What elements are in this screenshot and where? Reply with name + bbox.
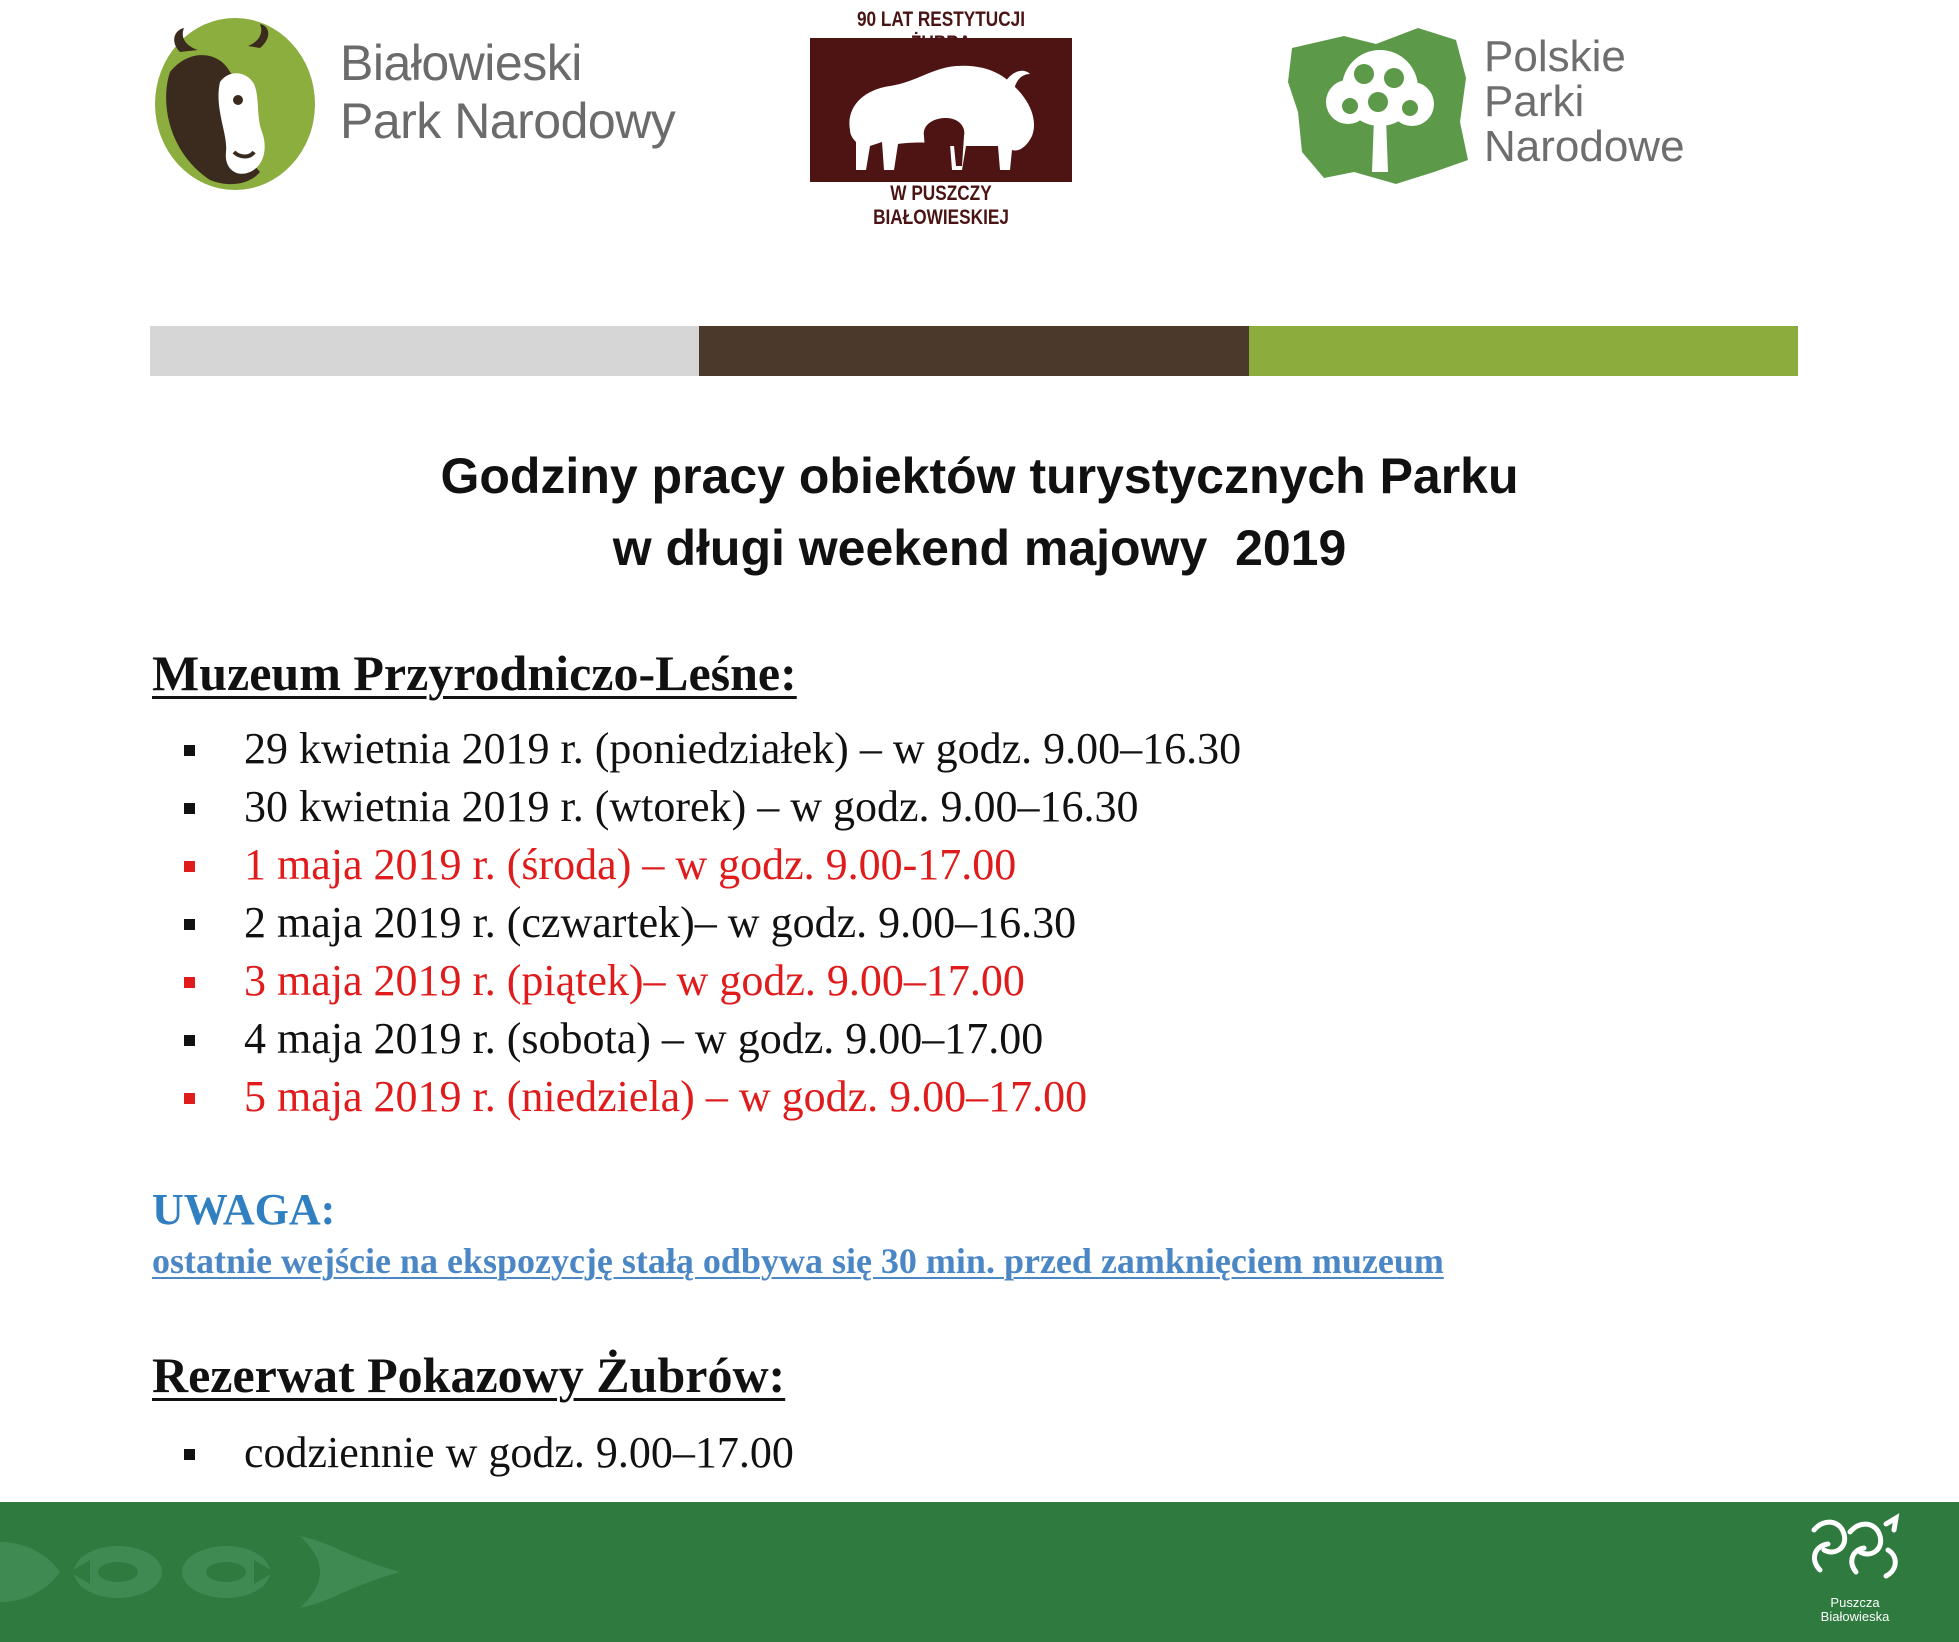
bpn-logo-line2: Park Narodowy xyxy=(340,93,676,149)
ppn-logo-line1: Polskie xyxy=(1484,32,1626,81)
bullet-icon xyxy=(184,977,195,988)
bison-head-icon xyxy=(150,12,320,192)
bialowieski-park-logo xyxy=(150,12,710,202)
divider-segment-gray xyxy=(150,326,699,376)
ppn-logo-line3: Narodowe xyxy=(1484,122,1685,171)
polskie-parki-logo xyxy=(1284,22,1744,192)
bullet-icon xyxy=(184,745,195,756)
list-item-text: 2 maja 2019 r. (czwartek)– w godz. 9.00–16.30 xyxy=(244,898,1077,947)
bison-silhouette-icon xyxy=(806,38,1076,182)
list-item-text: 4 maja 2019 r. (sobota) – w godz. 9.00–17.00 xyxy=(244,1014,1044,1063)
bison-emblem-icon xyxy=(1800,1510,1910,1596)
logo-90-top-text: 90 LAT RESTYTUCJI xyxy=(856,8,1026,31)
divider-segment-green xyxy=(1249,326,1798,376)
bullet-icon xyxy=(184,1093,195,1104)
page-title-line2: w długi weekend majowy 2019 xyxy=(612,520,1347,576)
bullet-icon xyxy=(184,1449,195,1460)
bullet-icon xyxy=(184,919,195,930)
list-item-text: 30 kwietnia 2019 r. (wtorek) – w godz. 9.00–16.30 xyxy=(244,782,1139,831)
tree-map-icon xyxy=(1284,22,1474,192)
museum-section-title: Muzeum Przyrodniczo-Leśne: xyxy=(152,645,797,701)
puszcza-bialowieska-logo xyxy=(1800,1510,1950,1638)
bullet-icon xyxy=(184,1035,195,1046)
footer-band xyxy=(0,1502,1959,1642)
bullet-icon xyxy=(184,861,195,872)
reserve-section-title: Rezerwat Pokazowy Żubrów: xyxy=(152,1347,786,1403)
page-title-line1: Godziny pracy obiektów turystycznych Parku xyxy=(440,448,1519,504)
logo-90-bottom-text: W PUSZCZY BIAŁOWIESKIEJ xyxy=(873,182,1009,229)
footer-logo-line1: Puszcza xyxy=(1830,1595,1880,1610)
list-item-text: 1 maja 2019 r. (środa) – w godz. 9.00-17.00 xyxy=(244,840,1017,889)
tricolor-divider xyxy=(150,326,1798,376)
page-title xyxy=(0,440,1959,584)
bpn-logo-line1: Białowieski xyxy=(340,35,582,91)
folk-ornament-icon xyxy=(0,1502,420,1642)
restytucja-zubra-logo xyxy=(806,4,1076,229)
list-item-text: 29 kwietnia 2019 r. (poniedziałek) – w godz. 9.00–16.30 xyxy=(244,724,1242,773)
list-item-text: 5 maja 2019 r. (niedziela) – w godz. 9.00–17.00 xyxy=(244,1072,1088,1121)
list-item-text: codziennie w godz. 9.00–17.00 xyxy=(244,1428,794,1477)
bullet-icon xyxy=(184,803,195,814)
notice-text: ostatnie wejście na ekspozycję stałą odbywa się 30 min. przed zamknięciem muzeum xyxy=(152,1241,1444,1281)
notice-label: UWAGA: xyxy=(152,1185,336,1234)
divider-segment-brown xyxy=(699,326,1248,376)
footer-logo-line2: Białowieska xyxy=(1820,1609,1890,1624)
list-item-text: 3 maja 2019 r. (piątek)– w godz. 9.00–17.00 xyxy=(244,956,1025,1005)
ppn-logo-line2: Parki xyxy=(1484,77,1585,126)
